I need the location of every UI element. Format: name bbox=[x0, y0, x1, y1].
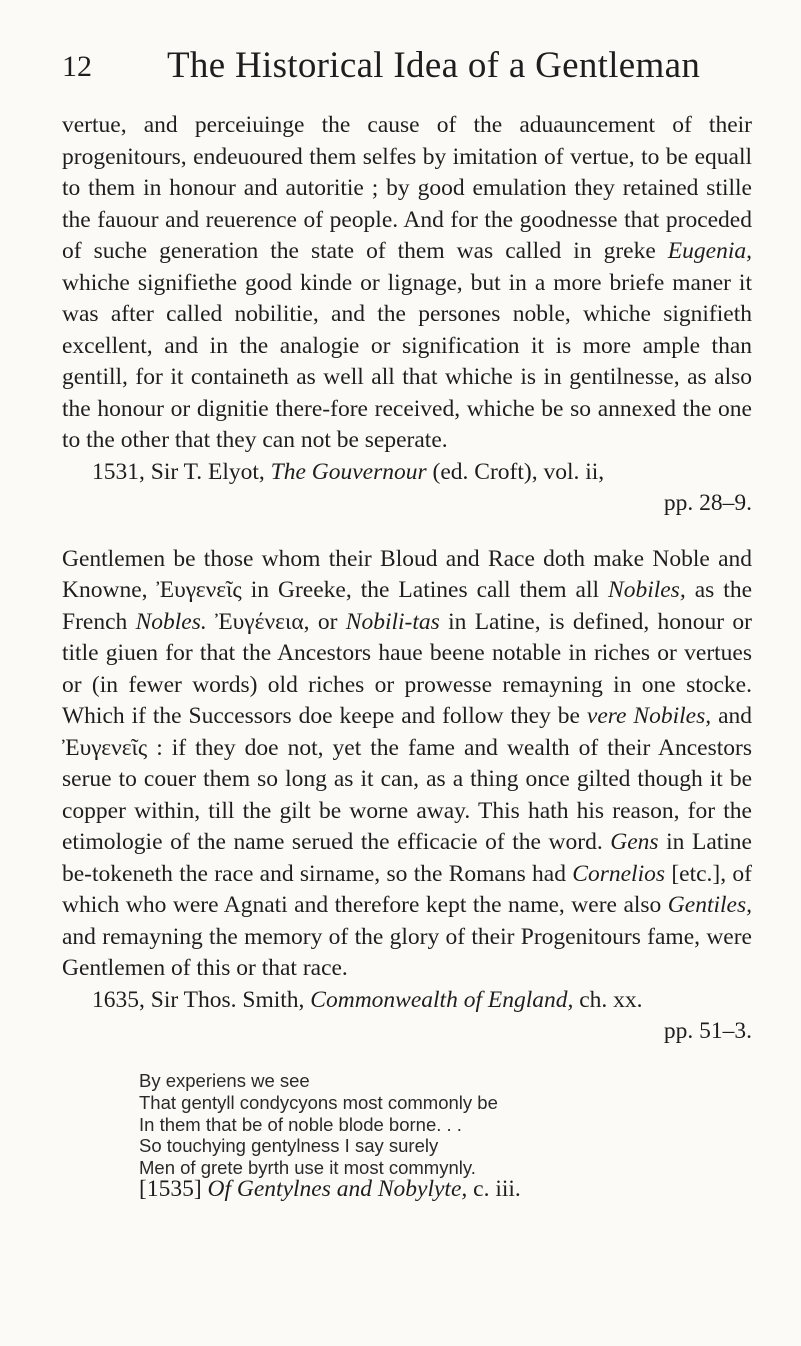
cite-pages: pp. 51–3. bbox=[663, 1018, 752, 1044]
elyot-quotation: vertue, and perceiuinge the cause of the aduauncement of their progenitours, endeuoured them selfes by imitation of vertue, to be equall to them in honour and autoritie ; by good emulation they retained stille the fauour and reuerence of people. And for the goodnesse that proceded of suche generation the state of them was called in greke Eugenia, whiche signifiethe good kinde or lignage, but in a more briefe maner it was after called nobilitie, and the persones noble, whiche signifieth excellent, and in the analogie or signification it is more ample than gentill, for it containeth as well all that whiche is in gentilnesse, as also the honour or dignitie there-fore received, whiche be so annexed the one to the other that they can not be seperate. bbox=[62, 112, 752, 453]
verse-quotation bbox=[139, 1070, 759, 1179]
term-eugenia: Eugenia, bbox=[667, 238, 752, 264]
verse-line: That gentyll condycyons most commonly be bbox=[139, 1091, 498, 1113]
greek-term: Ἐυγενεῖς bbox=[62, 734, 148, 761]
smith-quotation: Gentlemen be those whom their Bloud and Race doth make Noble and Knowne, Ἐυγενεῖς in Greeke, the Latines call them all Nobiles, as the French Nobles. Ἐυγένεια, or Nobili-tas in Latine, is defined, honour or title giuen for that the Ancestors haue beene notable in riches or vertues or (in fewer words) old riches or prowesse remayning in one stocke. Which if the Successors doe keepe and follow they be vere Nobiles, and Ἐυγενεῖς : if they doe not, yet the fame and wealth of their Ancestors serue to couer them so long as it can, as a thing once gilted though it be copper within, till the gilt be worne away. This hath his reason, for the etimologie of the name serued the efficacie of the word. Gens in Latine be-tokeneth the race and sirname, so the Romans had Cornelios [etc.], of which who were Agnati and therefore kept the name, were also Gentiles, and remayning the memory of the glory of their Progenitours fame, were Gentlemen of this or that race. bbox=[62, 545, 753, 981]
verse-line: Men of grete byrth use it most commynly. bbox=[139, 1157, 476, 1179]
verse-line: So touchying gentylness I say surely bbox=[139, 1135, 439, 1157]
page-header bbox=[62, 44, 762, 94]
running-title: The Historical Idea of a Gentleman bbox=[167, 45, 701, 86]
cite-title: Commonwealth of England, bbox=[310, 986, 574, 1013]
cite-title: Of Gentylnes and Nobylyte, bbox=[207, 1176, 468, 1202]
elyot-citation: 1531, Sir T. Elyot, The Gouvernour (ed. Croft), vol. ii, pp. 28–9. bbox=[62, 457, 752, 520]
smith-citation: 1635, Sir Thos. Smith, Commonwealth of England, ch. xx. pp. 51–3. bbox=[62, 985, 752, 1048]
verse-citation: [1535] Of Gentylnes and Nobylyte, c. iii. bbox=[139, 1176, 521, 1202]
greek-term: Ἐυγενεῖς bbox=[156, 577, 242, 603]
verse-line: By experiens we see bbox=[139, 1070, 310, 1091]
cite-title: The Gouvernour bbox=[270, 458, 427, 485]
cite-pages: pp. 28–9. bbox=[663, 490, 752, 516]
verse-line: In them that be of noble blode borne. . . bbox=[139, 1113, 462, 1135]
greek-term: Ἐυγένεια, bbox=[215, 608, 310, 635]
page-number: 12 bbox=[62, 50, 92, 83]
page-body bbox=[62, 110, 752, 1048]
